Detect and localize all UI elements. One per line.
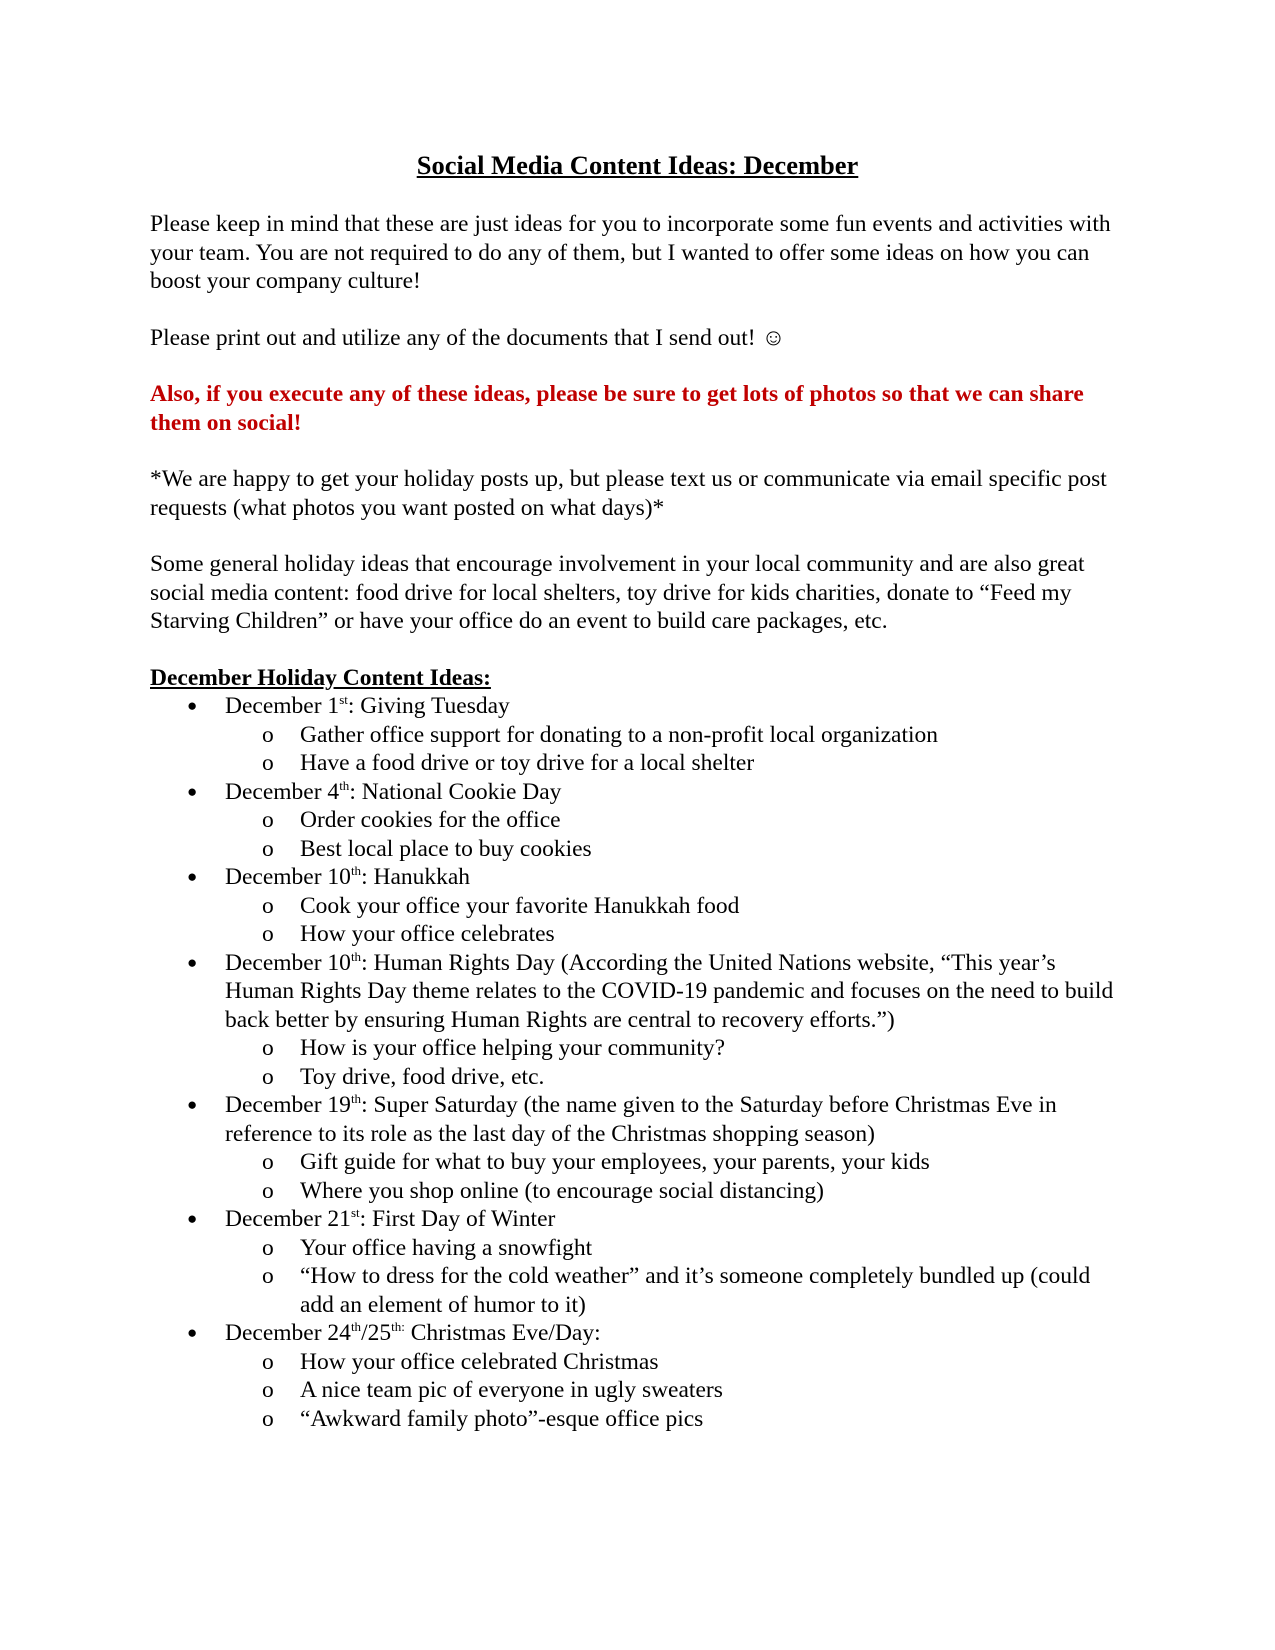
holiday-list [150, 692, 1125, 1433]
sub-bullet-icon: o [262, 1405, 274, 1432]
idea-text: “Awkward family photo”-esque office pics [300, 1405, 704, 1432]
idea-item [225, 1177, 1125, 1206]
date-suffix: th [339, 777, 350, 793]
idea-text: Have a food drive or toy drive for a local shelter [300, 750, 755, 776]
idea-item [225, 721, 1125, 750]
idea-text: Best local place to buy cookies [300, 835, 592, 862]
idea-list [225, 892, 1125, 949]
bullet-icon: ● [187, 1209, 198, 1228]
idea-text: How your office celebrates [300, 921, 555, 947]
idea-item [225, 1348, 1125, 1377]
idea-list [225, 1348, 1125, 1434]
holiday-name: Christmas Eve/Day: [404, 1320, 601, 1346]
idea-text: Your office having a snowfight [300, 1234, 593, 1261]
idea-text: Toy drive, food drive, etc. [300, 1063, 545, 1090]
date-suffix: th [350, 1319, 362, 1334]
holiday-item [150, 1091, 1125, 1205]
date-suffix: st [350, 1205, 360, 1220]
holiday-heading [225, 1320, 601, 1346]
holiday-date: December 21 [225, 1206, 351, 1232]
holiday-heading [225, 1206, 555, 1232]
holiday-name: : Hanukkah [361, 864, 471, 890]
holiday-date: December 24 [225, 1320, 351, 1346]
idea-text: Gather office support for donating to a non-profit local organization [300, 721, 939, 748]
holiday-name: : Human Rights Day (According the United Nations website, “This year’s Human Rights Day theme relates to the COVID-19 pandemic and focuses on the need to build back better by ensuring Human Rights are central to recovery efforts.”) [225, 949, 1114, 1033]
holiday-name: : Super Saturday (the name given to the Saturday before Christmas Eve in reference to its role as the last day of the Christmas shopping season) [225, 1092, 1057, 1147]
sub-bullet-icon: o [262, 807, 274, 833]
idea-text: How your office celebrated Christmas [300, 1348, 659, 1375]
holiday-heading [225, 693, 510, 719]
idea-list [225, 1234, 1125, 1320]
posts-paragraph: *We are happy to get your holiday posts up, but please text us or communicate via email specific post requests (what photos you want posted on what days)* [150, 466, 1107, 521]
idea-text: A nice team pic of everyone in ugly sweaters [300, 1377, 723, 1403]
idea-item [225, 1063, 1125, 1092]
idea-item [225, 1376, 1125, 1405]
sub-bullet-icon: o [262, 1177, 274, 1204]
idea-item [225, 1405, 1125, 1434]
idea-item [225, 1034, 1125, 1063]
print-paragraph: Please print out and utilize any of the documents that I send out! ☺ [150, 324, 786, 351]
idea-text: Gift guide for what to buy your employees, your parents, your kids [300, 1149, 930, 1175]
holiday-heading [225, 1092, 1057, 1147]
sub-bullet-icon: o [262, 1263, 274, 1289]
holiday-name: : Giving Tuesday [347, 693, 510, 719]
idea-text: Where you shop online (to encourage social distancing) [300, 1177, 825, 1204]
sub-bullet-icon: o [262, 1234, 274, 1261]
holiday-item [150, 863, 1125, 949]
sub-bullet-icon: o [262, 1149, 274, 1175]
holiday-heading [225, 864, 470, 890]
sub-bullet-icon: o [262, 835, 274, 862]
holiday-name: : First Day of Winter [359, 1206, 556, 1232]
date-suffix: st [339, 692, 348, 707]
idea-text: Order cookies for the office [300, 807, 561, 833]
photos-notice: Also, if you execute any of these ideas, please be sure to get lots of photos so that we can share them on social! [150, 381, 1084, 436]
holiday-date: December 19 [225, 1092, 351, 1118]
holiday-item [150, 1319, 1125, 1433]
holiday-heading [225, 950, 1113, 1033]
sub-bullet-icon: o [262, 1035, 274, 1061]
section-heading: December Holiday Content Ideas: [150, 664, 491, 691]
sub-bullet-icon: o [262, 892, 274, 919]
holiday-item [150, 692, 1125, 778]
bullet-icon: ● [187, 1095, 198, 1114]
bullet-icon: ● [187, 1323, 198, 1342]
holiday-item [150, 949, 1125, 1092]
idea-item [225, 806, 1125, 835]
idea-text: Cook your office your favorite Hanukkah food [300, 892, 740, 919]
holiday-date: December 1 [225, 693, 340, 719]
idea-item [225, 1148, 1125, 1177]
holiday-item [150, 1205, 1125, 1319]
idea-text: “How to dress for the cold weather” and it’s someone completely bundled up (could add an element of humor to it) [300, 1263, 1091, 1318]
holiday-date-second: /25 [361, 1320, 392, 1346]
idea-list [225, 806, 1125, 863]
sub-bullet-icon: o [262, 1348, 274, 1375]
sub-bullet-icon: o [262, 750, 274, 776]
bullet-icon: ● [187, 696, 198, 715]
idea-item [225, 749, 1125, 778]
idea-list [225, 1034, 1125, 1091]
holiday-heading [225, 779, 561, 805]
sub-bullet-icon: o [262, 1063, 274, 1090]
bullet-icon: ● [187, 867, 198, 886]
sub-bullet-icon: o [262, 1377, 274, 1403]
holiday-date: December 10 [225, 864, 351, 890]
idea-item [225, 892, 1125, 921]
idea-list [225, 721, 1125, 778]
holiday-item [150, 778, 1125, 864]
bullet-icon: ● [187, 952, 198, 972]
sub-bullet-icon: o [262, 721, 274, 748]
date-suffix: th [350, 863, 362, 878]
date-suffix-second: th: [391, 1319, 405, 1334]
holiday-date: December 4 [225, 778, 340, 805]
idea-item [225, 1262, 1125, 1319]
page-title: Social Media Content Ideas: December [416, 150, 859, 180]
general-ideas-paragraph: Some general holiday ideas that encourage involvement in your local community and are also great social media content: food drive for local shelters, toy drive for kids charities, donate to “Feed my Starving Children” or have your office do an event to build care packages, etc. [150, 551, 1085, 634]
idea-item [225, 835, 1125, 864]
bullet-icon: ● [187, 781, 198, 801]
holiday-name: : National Cookie Day [349, 778, 562, 805]
idea-list [225, 1148, 1125, 1205]
idea-item [225, 920, 1125, 949]
idea-item [225, 1234, 1125, 1263]
sub-bullet-icon: o [262, 921, 274, 947]
date-suffix: th [350, 1091, 362, 1106]
idea-text: How is your office helping your community? [300, 1035, 726, 1061]
intro-paragraph: Please keep in mind that these are just ideas for you to incorporate some fun events and activities with your team. You are not required to do any of them, but I wanted to offer some ideas on how you can boost your company culture! [150, 211, 1111, 294]
date-suffix: th [350, 948, 362, 964]
holiday-date: December 10 [225, 949, 351, 976]
